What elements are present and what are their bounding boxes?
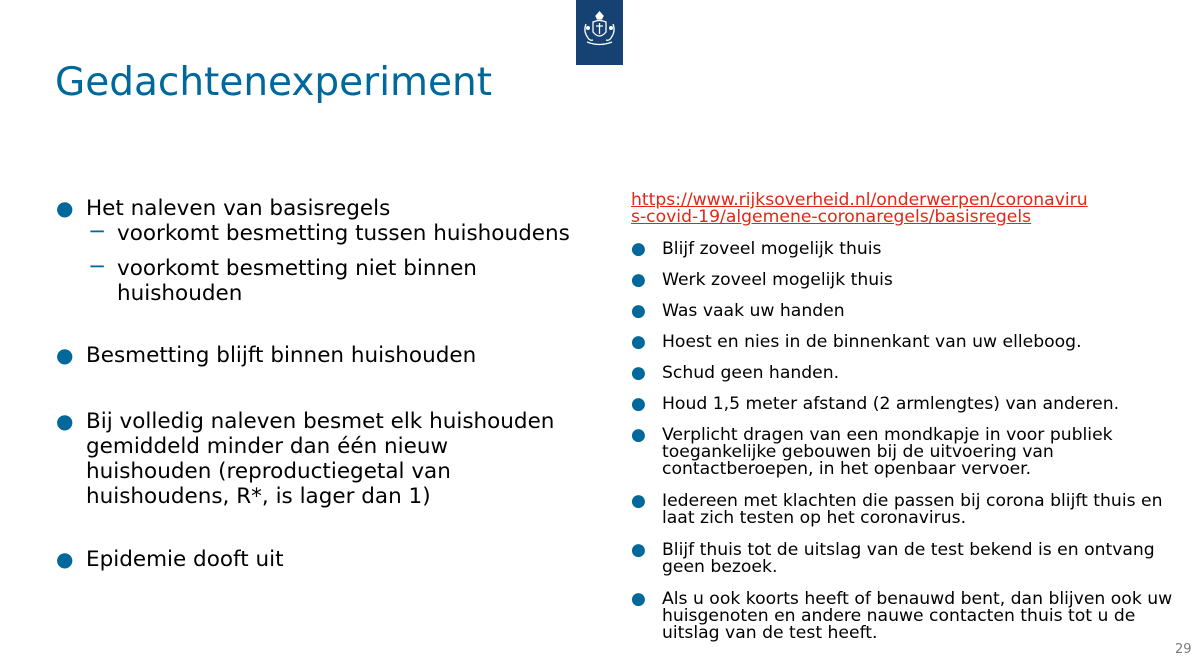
link-line-1: https://www.rijksoverheid.nl/onderwerpen/coronaviru	[631, 190, 1088, 210]
rule-item	[631, 334, 1191, 351]
rule-item-text: Blijf thuis tot de uitslag van de test bekend is en ontvang geen bezoek.	[662, 540, 1155, 577]
coat-of-arms-icon	[576, 0, 623, 65]
bullet-dot-icon: ●	[631, 589, 646, 609]
bullet-dot-icon: ●	[631, 394, 646, 414]
bullet-dot-icon: ●	[631, 332, 646, 352]
page-number: 29	[1175, 642, 1192, 657]
bullet-dot-icon: ●	[631, 425, 646, 445]
bullet-dot-icon: ●	[631, 363, 646, 383]
list-item-text: Het naleven van basisregels	[86, 196, 391, 221]
rule-item-text: Hoest en nies in de binnenkant van uw elleboog.	[662, 332, 1082, 352]
rule-item	[631, 272, 1191, 289]
basisregels-link[interactable]	[631, 192, 1191, 226]
bullet-dot-icon: ●	[631, 270, 646, 290]
bullet-dot-icon: ●	[56, 343, 74, 367]
rule-item-text: Iedereen met klachten die passen bij corona blijft thuis en laat zich testen op het coronavirus.	[662, 491, 1163, 528]
bullet-dot-icon: ●	[56, 196, 74, 220]
rule-item-text: Werk zoveel mogelijk thuis	[662, 270, 893, 290]
right-rules-list	[631, 192, 1191, 642]
rule-item	[631, 396, 1191, 413]
rule-item-text: Was vaak uw handen	[662, 301, 845, 321]
rule-item	[631, 493, 1191, 527]
list-item-text: Bij volledig naleven besmet elk huishouden gemiddeld minder dan één nieuw huishouden (reproductiegetal van huishoudens, R*, is lager dan 1)	[86, 409, 555, 509]
bullet-dot-icon: ●	[56, 547, 74, 571]
bullet-dot-icon: ●	[56, 409, 74, 433]
list-item	[55, 547, 575, 572]
list-item-text: Epidemie dooft uit	[86, 547, 284, 572]
rule-item-text: Houd 1,5 meter afstand (2 armlengtes) van anderen.	[662, 394, 1120, 414]
dash-icon: −	[88, 219, 107, 244]
rijksoverheid-logo	[576, 0, 623, 65]
sub-list-item-text: voorkomt besmetting tussen huishoudens	[117, 221, 570, 246]
rule-item	[631, 241, 1191, 258]
sub-list-item-text: voorkomt besmetting niet binnen huishouden	[117, 256, 477, 306]
rule-item-text: Verplicht dragen van een mondkapje in voor publiek toegankelijke gebouwen bij de uitvoering van contactberoepen, in het openbaar vervoer.	[662, 425, 1113, 479]
bullet-dot-icon: ●	[631, 491, 646, 511]
left-bullet-list	[55, 196, 575, 572]
rule-item	[631, 591, 1191, 642]
sub-list-item	[55, 256, 575, 306]
rule-item	[631, 303, 1191, 320]
rule-item	[631, 542, 1191, 576]
bullet-dot-icon: ●	[631, 540, 646, 560]
list-item	[55, 196, 575, 221]
slide-title: Gedachtenexperiment	[55, 60, 493, 105]
rule-item	[631, 427, 1191, 478]
list-item	[55, 409, 575, 509]
rule-item-text: Schud geen handen.	[662, 363, 840, 383]
link-line-2: s-covid-19/algemene-coronaregels/basisregels	[631, 207, 1032, 227]
bullet-dot-icon: ●	[631, 301, 646, 321]
sub-list-item	[55, 221, 575, 246]
rule-item-text: Blijf zoveel mogelijk thuis	[662, 239, 882, 259]
bullet-dot-icon: ●	[631, 239, 646, 259]
list-item	[55, 343, 575, 368]
rule-item	[631, 365, 1191, 382]
rule-item-text: Als u ook koorts heeft of benauwd bent, dan blijven ook uw huisgenoten en andere nauwe contacten thuis tot u de uitslag van de test heeft.	[662, 589, 1173, 643]
list-item-text: Besmetting blijft binnen huishouden	[86, 343, 477, 368]
dash-icon: −	[88, 254, 107, 279]
